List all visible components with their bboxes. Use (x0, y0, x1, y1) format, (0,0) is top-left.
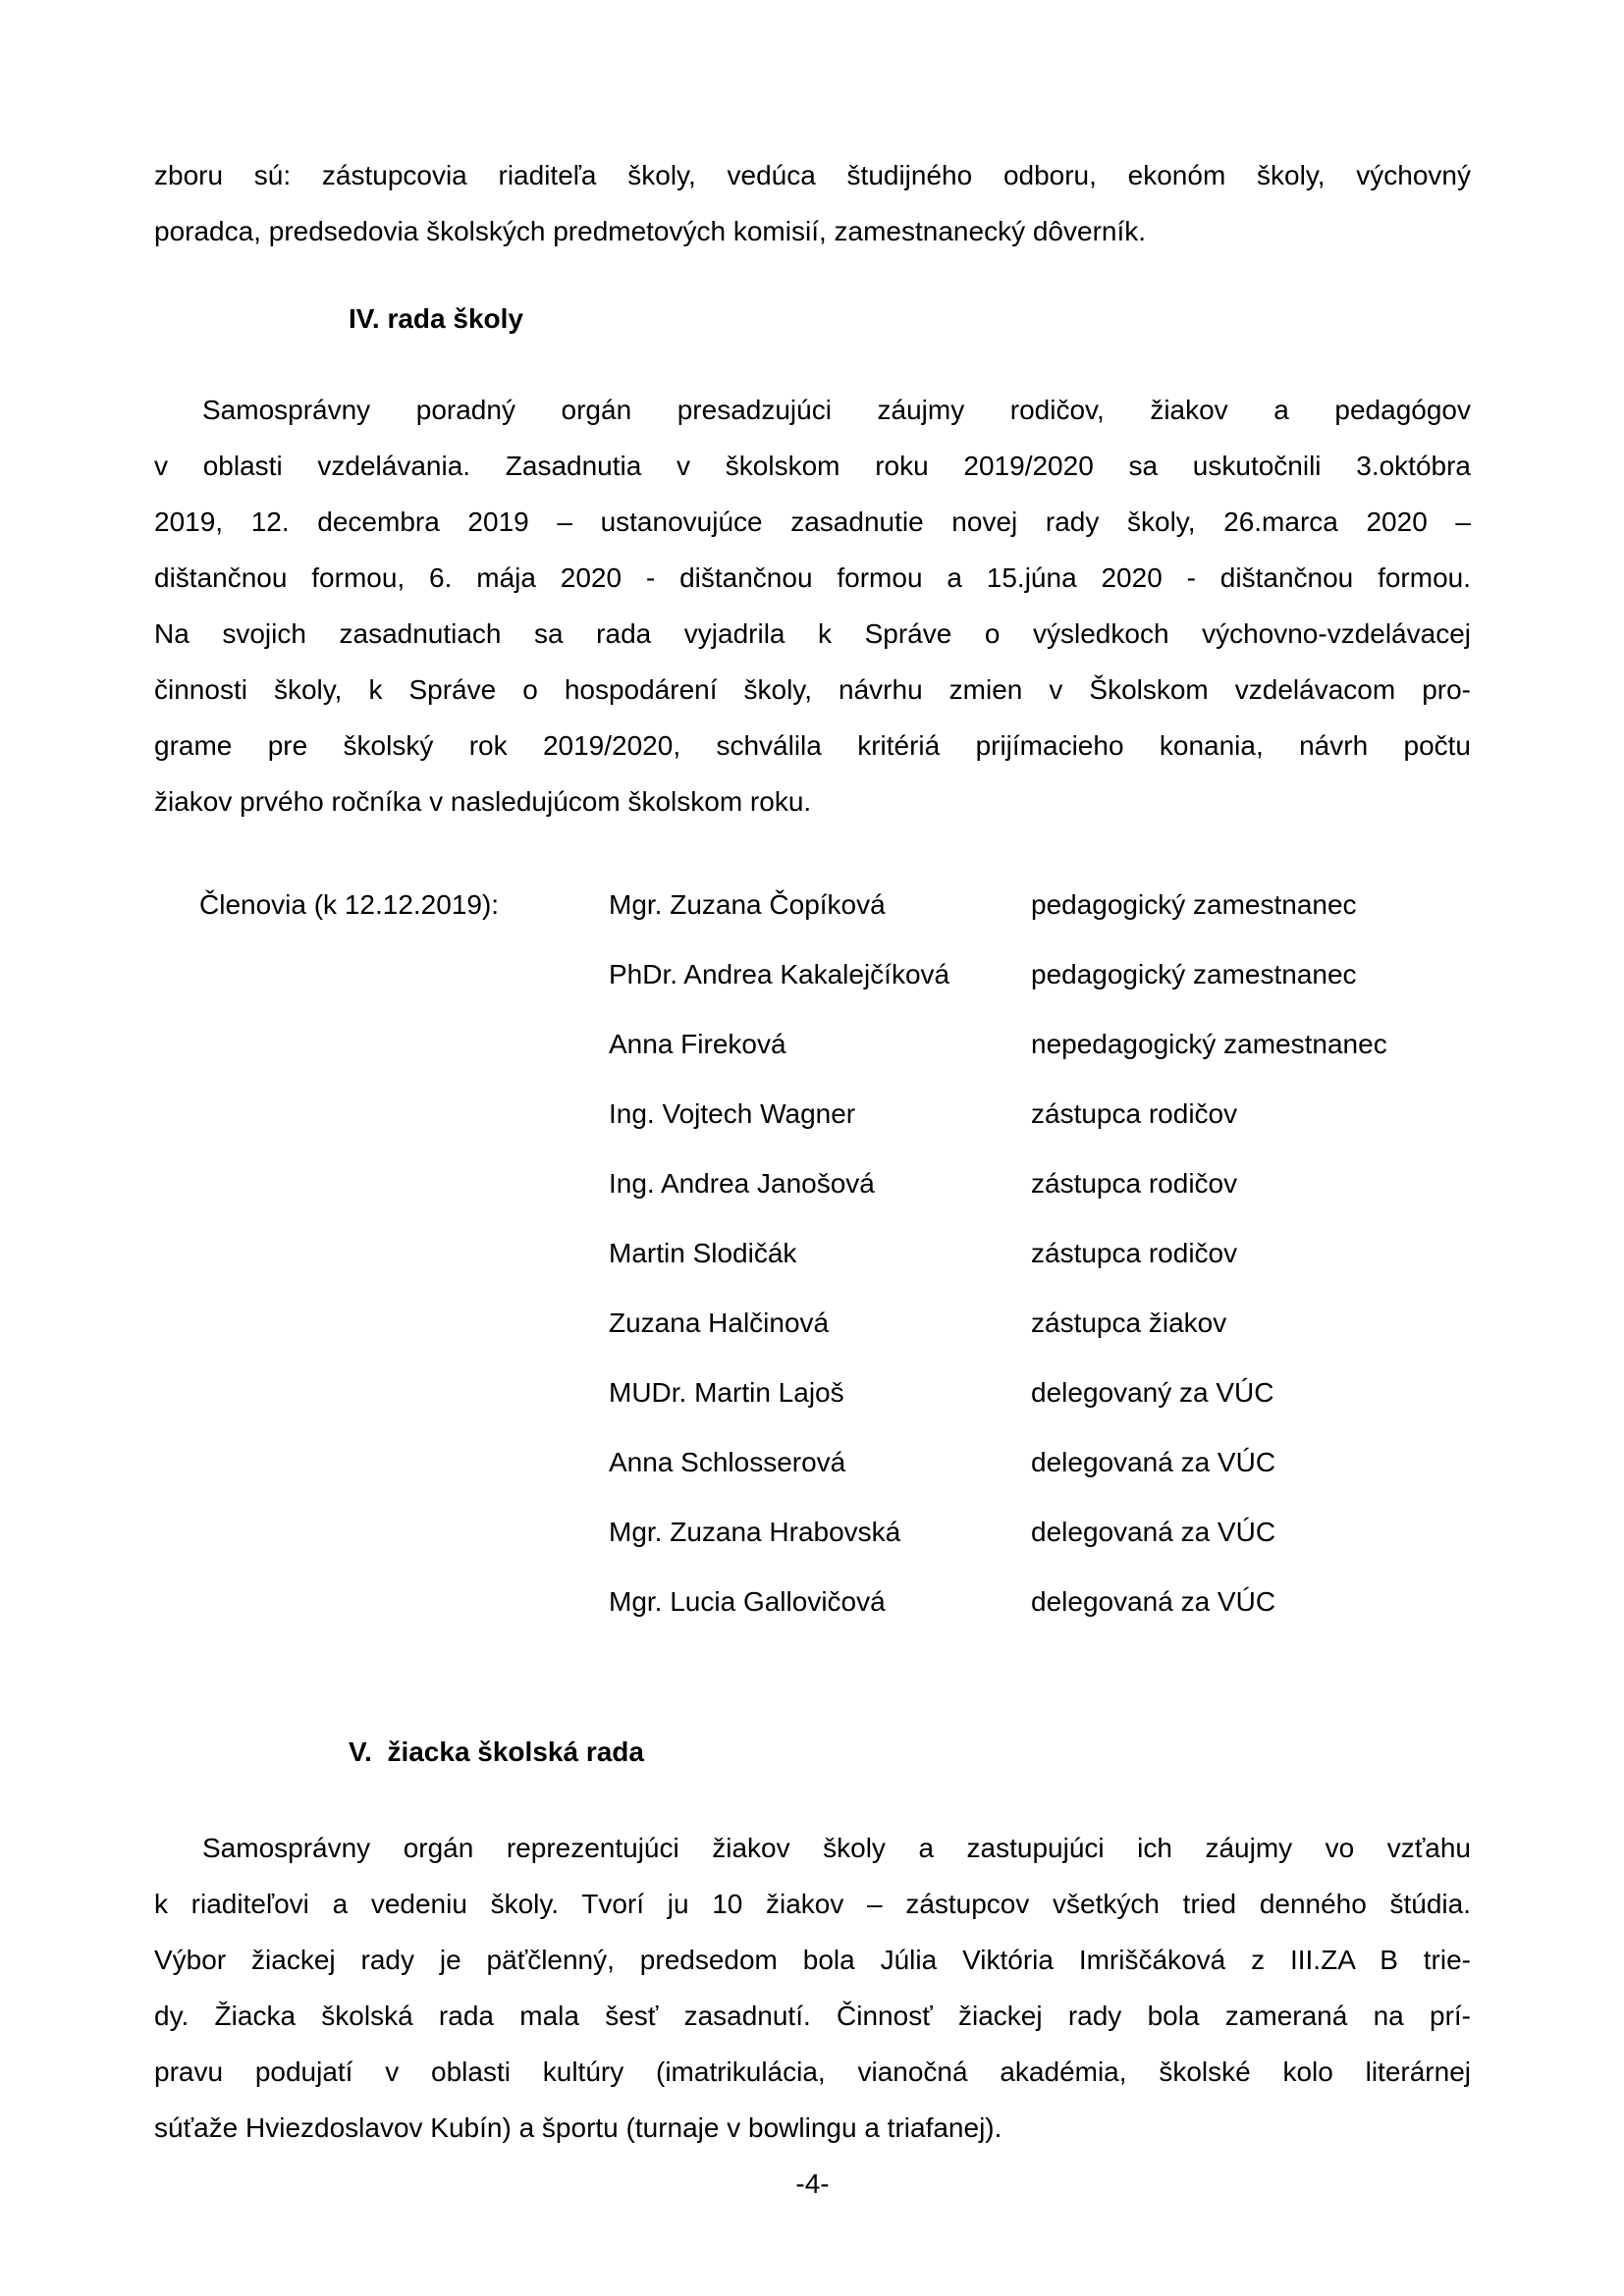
member-role: zástupca rodičov (1031, 1238, 1238, 1268)
member-row (154, 870, 1471, 939)
member-role: delegovaná za VÚC (1031, 1586, 1276, 1617)
member-name: Ing. Andrea Janošová (609, 1168, 875, 1199)
member-row (154, 1148, 1471, 1218)
member-role: zástupca žiakov (1031, 1308, 1227, 1338)
member-name: Anna Schlosserová (609, 1447, 846, 1477)
member-name: Ing. Vojtech Wagner (609, 1098, 856, 1129)
member-name: PhDr. Andrea Kakalejčíková (609, 959, 950, 989)
paragraph-line: činnosti školy, k Správe o hospodárení školy, návrhu zmien v Školskom vzdelávacom pro- (154, 674, 1471, 705)
paragraph-line: zboru sú: zástupcovia riaditeľa školy, vedúca študijného odboru, ekonóm školy, výchovný (154, 160, 1471, 190)
member-role: nepedagogický zamestnanec (1031, 1029, 1387, 1059)
member-name: MUDr. Martin Lajoš (609, 1377, 844, 1408)
section-iv-paragraph (154, 382, 1471, 829)
member-name: Mgr. Zuzana Hrabovská (609, 1517, 901, 1547)
member-name: Anna Fireková (609, 1029, 786, 1059)
paragraph-line: Na svojich zasadnutiach sa rada vyjadrila k Správe o výsledkoch výchovno-vzdelávacej (154, 618, 1471, 649)
members-list (154, 870, 1471, 1636)
paragraph-line: súťaže Hviezdoslavov Kubín) a športu (turnaje v bowlingu a triafanej). (154, 2112, 1002, 2143)
member-row (154, 1079, 1471, 1148)
paragraph-continuation (154, 147, 1471, 259)
member-role: zástupca rodičov (1031, 1098, 1238, 1129)
paragraph-line: pravu podujatí v oblasti kultúry (imatrikulácia, vianočná akadémia, školské kolo literárnej (154, 2056, 1471, 2087)
member-row (154, 1358, 1471, 1427)
member-role: pedagogický zamestnanec (1031, 889, 1357, 920)
section-heading-v: V. žiacka školská rada (349, 1736, 644, 1767)
member-row (154, 1567, 1471, 1636)
paragraph-line: Samosprávny poradný orgán presadzujúci záujmy rodičov, žiakov a pedagógov (202, 395, 1471, 425)
member-row (154, 1497, 1471, 1567)
member-name: Mgr. Zuzana Čopíková (609, 889, 886, 920)
member-row (154, 1218, 1471, 1288)
member-name: Zuzana Halčinová (609, 1308, 830, 1338)
paragraph-line: žiakov prvého ročníka v nasledujúcom školskom roku. (154, 786, 812, 817)
member-name: Mgr. Lucia Gallovičová (609, 1586, 886, 1617)
member-role: zástupca rodičov (1031, 1168, 1238, 1199)
member-row (154, 939, 1471, 1009)
members-label: Členovia (k 12.12.2019): (199, 889, 500, 920)
member-row (154, 1288, 1471, 1358)
paragraph-line: dy. Žiacka školská rada mala šesť zasadnutí. Činnosť žiackej rady bola zameraná na prí- (154, 2001, 1471, 2031)
page-number: -4- (795, 2168, 830, 2199)
member-role: delegovaná za VÚC (1031, 1447, 1276, 1477)
paragraph-line: v oblasti vzdelávania. Zasadnutia v školskom roku 2019/2020 sa uskutočnili 3.októbra (154, 451, 1471, 481)
paragraph-line: grame pre školský rok 2019/2020, schválila kritériá prijímacieho konania, návrh počtu (154, 730, 1471, 761)
member-name: Martin Slodičák (609, 1238, 797, 1268)
member-row (154, 1427, 1471, 1497)
member-role: delegovaná za VÚC (1031, 1517, 1276, 1547)
member-row (154, 1009, 1471, 1079)
paragraph-line: Samosprávny orgán reprezentujúci žiakov školy a zastupujúci ich záujmy vo vzťahu (202, 1833, 1471, 1863)
paragraph-line: dištančnou formou, 6. mája 2020 - dištančnou formou a 15.júna 2020 - dištančnou formou. (154, 562, 1471, 593)
paragraph-line: k riaditeľovi a vedeniu školy. Tvorí ju 10 žiakov – zástupcov všetkých tried denného štúdia. (154, 1889, 1471, 1919)
member-role: pedagogický zamestnanec (1031, 959, 1357, 989)
section-v-paragraph (154, 1820, 1471, 2156)
paragraph-line: Výbor žiackej rady je päťčlenný, predsedom bola Júlia Viktória Imriščáková z III.ZA B trie- (154, 1945, 1471, 1975)
section-heading-iv: IV. rada školy (349, 303, 523, 334)
paragraph-line: poradca, predsedovia školských predmetových komisií, zamestnanecký dôverník. (154, 216, 1147, 246)
member-role: delegovaný za VÚC (1031, 1377, 1274, 1408)
paragraph-line: 2019, 12. decembra 2019 – ustanovujúce zasadnutie novej rady školy, 26.marca 2020 – (154, 507, 1471, 537)
